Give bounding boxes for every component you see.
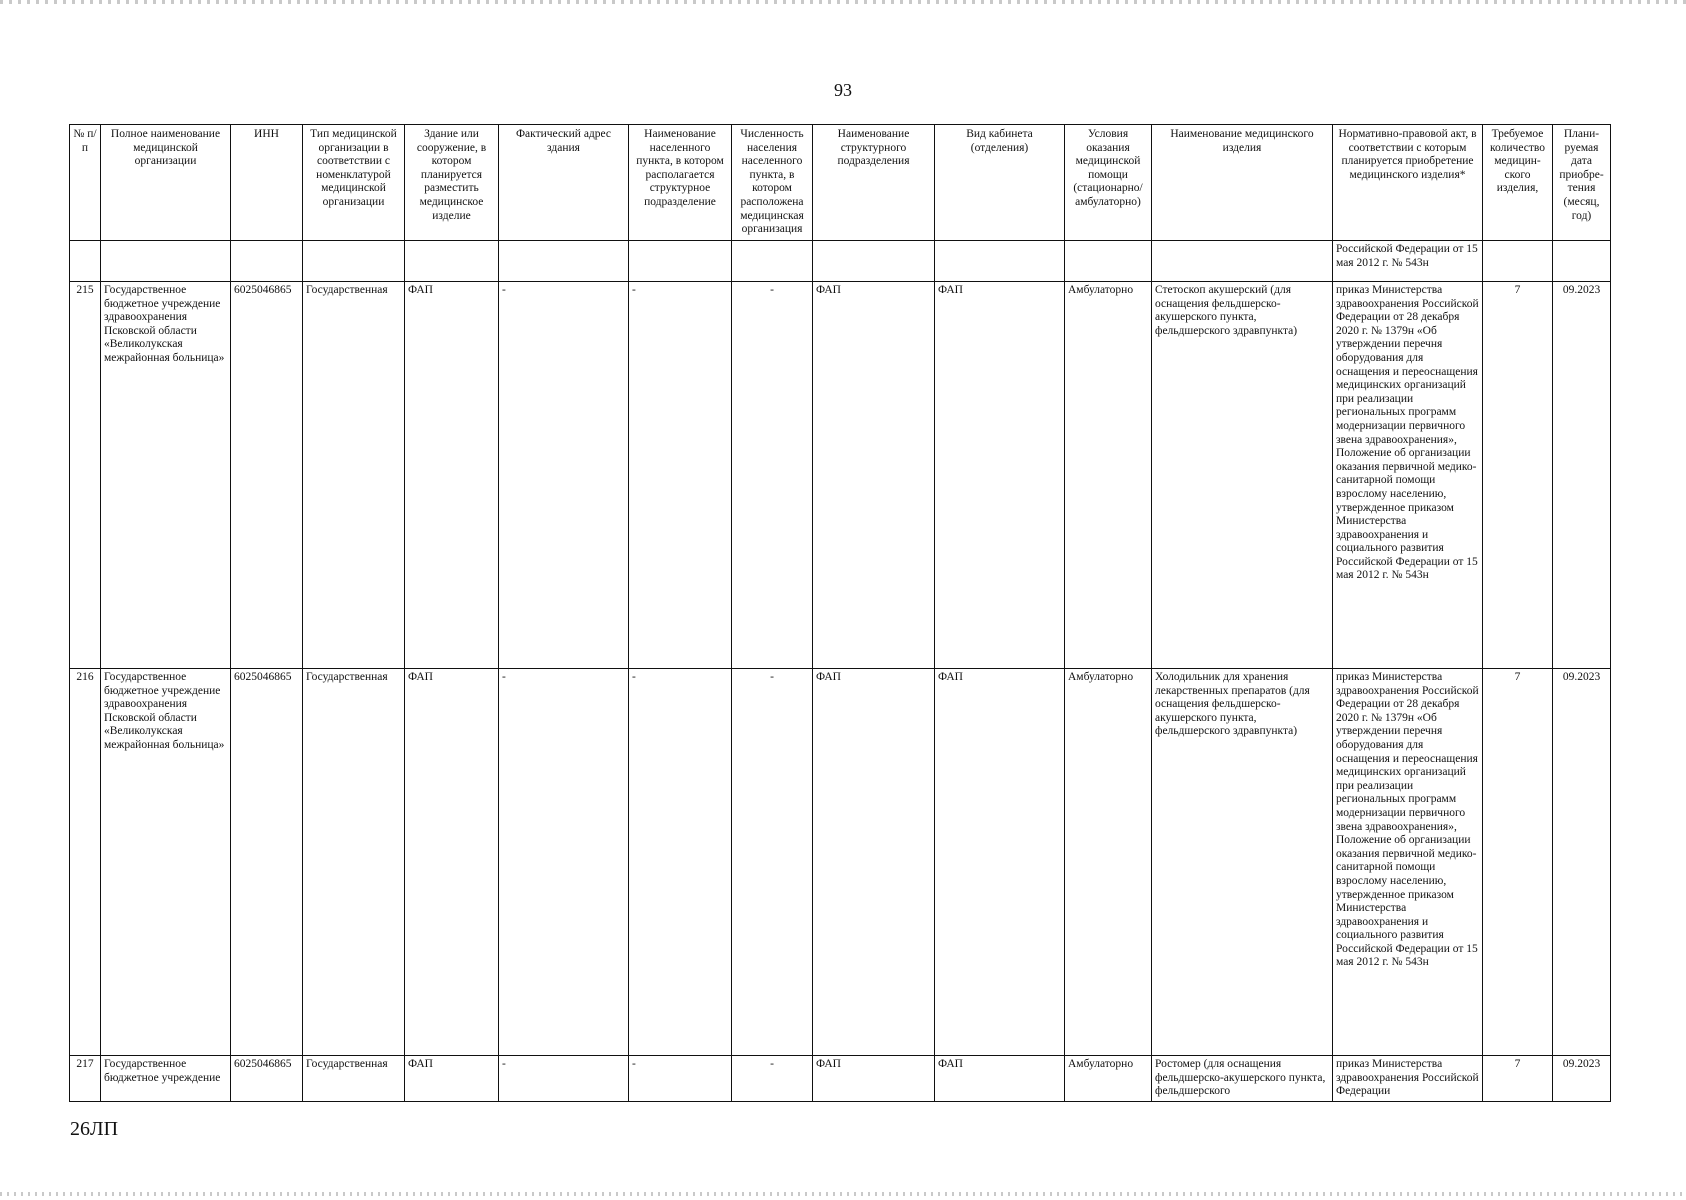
scan-edge-bottom	[0, 1192, 1686, 1196]
header-cell-device: Наименование медицинского изделия	[1152, 125, 1333, 241]
table-row	[70, 669, 1611, 1056]
cell-address: -	[499, 282, 629, 669]
cell-settlement: -	[629, 669, 732, 1056]
medical-device-table	[69, 124, 1611, 1102]
cell-cabinet: ФАП	[935, 1056, 1065, 1102]
document-code: 26ЛП	[70, 1118, 119, 1140]
cell-settlement: -	[629, 282, 732, 669]
cell-qty: 7	[1483, 669, 1553, 1056]
header-cell-settlement: Наименование населенного пункта, в котором располагается структурное подразделение	[629, 125, 732, 241]
cell-population: -	[732, 669, 813, 1056]
header-cell-num: № п/п	[70, 125, 101, 241]
header-cell-date: Плани-руемая дата приобре-тения (месяц, год)	[1553, 125, 1611, 241]
cell-num: 217	[70, 1056, 101, 1102]
cell-num: 215	[70, 282, 101, 669]
cell-device: Холодильник для хранения лекарственных препаратов (для оснащения фельдшерско-акушерского пункта, фельдшерского здравпункта)	[1152, 669, 1333, 1056]
cell-building: ФАП	[405, 669, 499, 1056]
cell-qty: 7	[1483, 1056, 1553, 1102]
header-row	[70, 125, 1611, 241]
continuation-act-cell: Российской Федерации от 15 мая 2012 г. № 543н	[1333, 241, 1483, 282]
cell-type: Государственная	[303, 282, 405, 669]
cell-conditions: Амбулаторно	[1065, 669, 1152, 1056]
cell-device: Стетоскоп акушерский (для оснащения фельдшерско-акушерского пункта, фельдшерского здравпункта)	[1152, 282, 1333, 669]
table-row	[70, 1056, 1611, 1102]
cell-act: приказ Министерства здравоохранения Российской Федерации от 28 декабря 2020 г. № 1379н «Об утверждении перечня оборудования для оснащения и переоснащения медицинских организаций при реализации региональных программ модернизации первичного звена здравоохранения», Положение об организации оказания первичной медико-санитарной помощи взрослому населению, утвержденное приказом Министерства здравоохранения и социального развития Российской Федерации от 15 мая 2012 г. № 543н	[1333, 282, 1483, 669]
cell-unit: ФАП	[813, 282, 935, 669]
header-cell-cabinet: Вид кабинета (отделения)	[935, 125, 1065, 241]
cell-address: -	[499, 1056, 629, 1102]
cell-num: 216	[70, 669, 101, 1056]
cell-population: -	[732, 1056, 813, 1102]
cell-date: 09.2023	[1553, 1056, 1611, 1102]
table-row	[70, 282, 1611, 669]
cell-inn: 6025046865	[231, 1056, 303, 1102]
cell-conditions: Амбулаторно	[1065, 1056, 1152, 1102]
cell-date: 09.2023	[1553, 282, 1611, 669]
cell-type: Государственная	[303, 1056, 405, 1102]
cell-device: Ростомер (для оснащения фельдшерско-акушерского пункта, фельдшерского	[1152, 1056, 1333, 1102]
cell-building: ФАП	[405, 282, 499, 669]
header-cell-conditions: Условия оказания медицинской помощи (стационарно/ амбулаторно)	[1065, 125, 1152, 241]
cell-org: Государственное бюджетное учреждение здравоохранения Псковской области «Великолукская межрайонная больница»	[101, 669, 231, 1056]
cell-conditions: Амбулаторно	[1065, 282, 1152, 669]
cell-act: приказ Министерства здравоохранения Российской Федерации	[1333, 1056, 1483, 1102]
header-cell-type: Тип медицинской организации в соответствии с номенклатурой медицинской организации	[303, 125, 405, 241]
header-cell-inn: ИНН	[231, 125, 303, 241]
cell-building: ФАП	[405, 1056, 499, 1102]
header-cell-unit: Наименование структурного подразделения	[813, 125, 935, 241]
cell-settlement: -	[629, 1056, 732, 1102]
scan-edge-top	[0, 0, 1686, 4]
cell-unit: ФАП	[813, 669, 935, 1056]
page-number: 93	[834, 80, 852, 100]
cell-population: -	[732, 282, 813, 669]
cell-qty: 7	[1483, 282, 1553, 669]
cell-inn: 6025046865	[231, 282, 303, 669]
continuation-row	[70, 241, 1611, 282]
cell-type: Государственная	[303, 669, 405, 1056]
cell-address: -	[499, 669, 629, 1056]
cell-org: Государственное бюджетное учреждение	[101, 1056, 231, 1102]
cell-date: 09.2023	[1553, 669, 1611, 1056]
cell-unit: ФАП	[813, 1056, 935, 1102]
header-cell-population: Численность населения населенного пункта, в котором расположена медицинская организация	[732, 125, 813, 241]
cell-cabinet: ФАП	[935, 282, 1065, 669]
header-cell-building: Здание или сооружение, в котором планируется разместить медицинское изделие	[405, 125, 499, 241]
cell-act: приказ Министерства здравоохранения Российской Федерации от 28 декабря 2020 г. № 1379н «Об утверждении перечня оборудования для оснащения и переоснащения медицинских организаций при реализации региональных программ модернизации первичного звена здравоохранения», Положение об организации оказания первичной медико-санитарной помощи взрослому населению, утвержденное приказом Министерства здравоохранения и социального развития Российской Федерации от 15 мая 2012 г. № 543н	[1333, 669, 1483, 1056]
header-cell-org: Полное наименование медицинской организации	[101, 125, 231, 241]
cell-inn: 6025046865	[231, 669, 303, 1056]
cell-org: Государственное бюджетное учреждение здравоохранения Псковской области «Великолукская межрайонная больница»	[101, 282, 231, 669]
header-cell-address: Фактический адрес здания	[499, 125, 629, 241]
header-cell-act: Нормативно-правовой акт, в соответствии с которым планируется приобретение медицинского изделия*	[1333, 125, 1483, 241]
cell-cabinet: ФАП	[935, 669, 1065, 1056]
header-cell-qty: Требуемое количество медицин-ского изделия,	[1483, 125, 1553, 241]
